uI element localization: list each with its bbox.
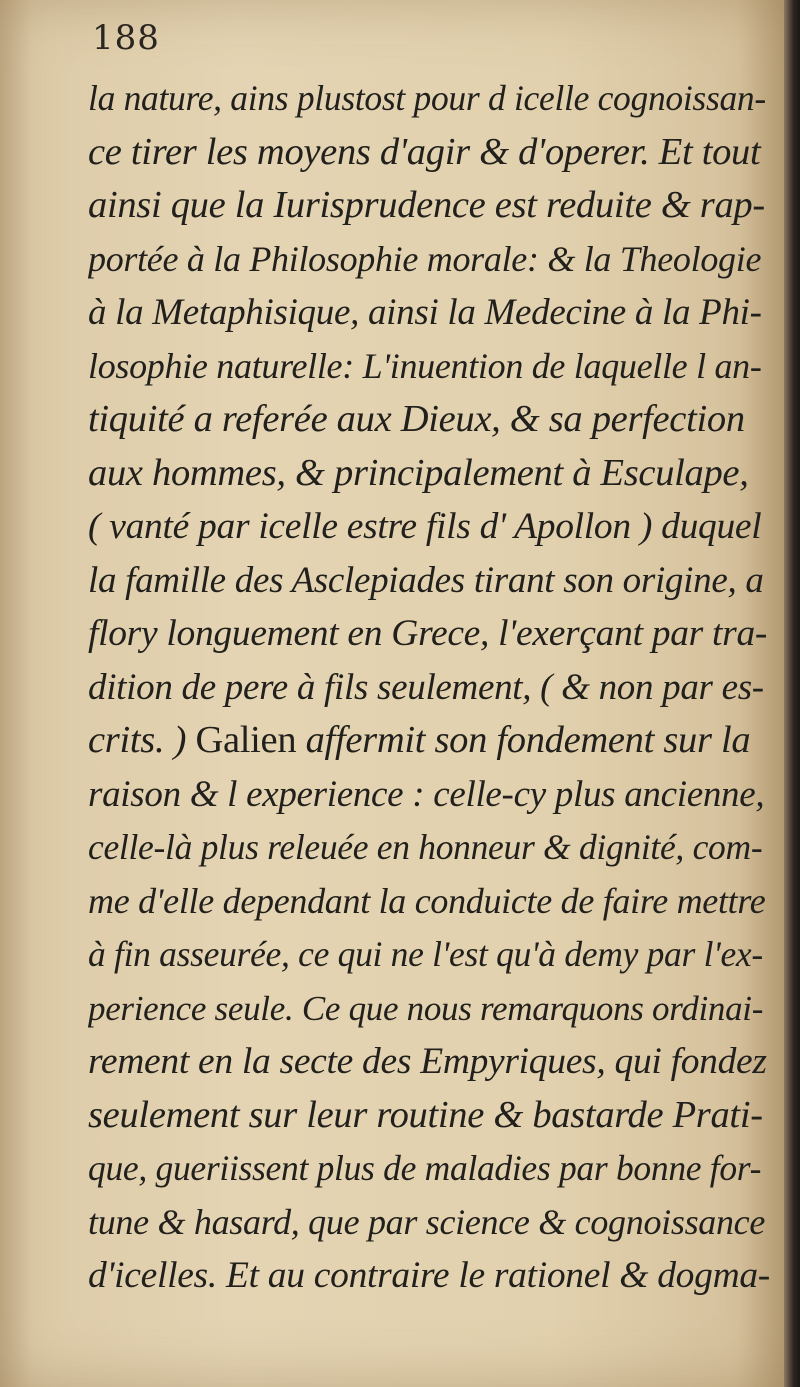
author-name: Galien xyxy=(195,719,297,761)
text-line: dition de pere à fils seulement, ( & non par es- xyxy=(88,666,764,708)
text-line: tune & hasard, que par science & cognoissance xyxy=(88,1201,766,1242)
text-block xyxy=(88,72,770,1303)
page-edge-shadow xyxy=(784,0,800,1387)
text-line: celle-là plus releuée en honneur & dignité, com- xyxy=(88,827,763,867)
text-line: flory longuement en Grece, l'exerçant par tra- xyxy=(88,613,768,654)
page-number: 188 xyxy=(92,18,160,58)
text-line: losophie naturelle: L'inuention de laquelle l an- xyxy=(88,345,762,386)
text-line: ce tirer les moyens d'agir & d'operer. Et tout xyxy=(88,130,761,173)
text-line: seulement sur leur routine & bastarde Prati- xyxy=(88,1093,763,1136)
text-line: ainsi que la Iurisprudence est reduite & rap- xyxy=(88,184,765,226)
text-line: me d'elle dependant la conduicte de faire mettre xyxy=(88,880,766,921)
text-line xyxy=(88,714,770,768)
text-line: aux hommes, & principalement à Esculape, xyxy=(88,451,749,494)
text-line: rement en la secte des Empyriques, qui fondez xyxy=(88,1041,767,1082)
text-line: la famille des Asclepiades tirant son origine, a xyxy=(88,559,764,601)
text-segment: crits. ) xyxy=(88,719,196,761)
text-line: perience seule. Ce que nous remarquons ordinai- xyxy=(88,988,764,1028)
text-line: tiquité a referée aux Dieux, & sa perfection xyxy=(88,398,745,440)
text-line: que, gueriissent plus de maladies par bonne for- xyxy=(88,1148,762,1188)
text-line: d'icelles. Et au contraire le rationel & dogma- xyxy=(88,1255,770,1296)
text-line: à fin asseurée, ce qui ne l'est qu'à demy par l'ex- xyxy=(88,934,763,974)
text-segment: affermit son fondement sur la xyxy=(296,719,751,761)
text-line: ( vanté par icelle estre fils d' Apollon ) duquel xyxy=(88,506,762,547)
text-line: à la Metaphisique, ainsi la Medecine à la Phi- xyxy=(88,292,762,333)
text-line: portée à la Philosophie morale: & la Theologie xyxy=(88,238,762,279)
text-line: raison & l experience : celle-cy plus ancienne, xyxy=(88,773,765,815)
text-line: la nature, ains plustost pour d icelle cognoissan- xyxy=(88,78,766,118)
